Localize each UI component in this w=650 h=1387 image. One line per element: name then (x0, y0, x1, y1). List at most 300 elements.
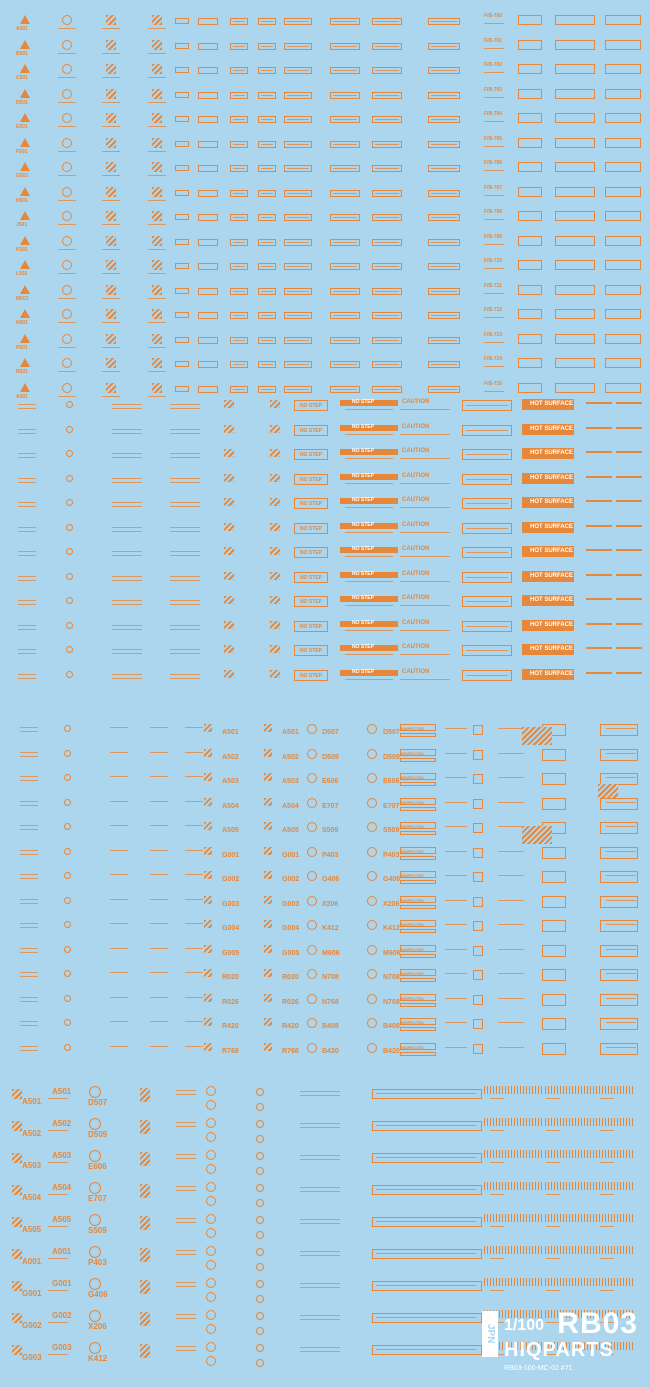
bracket-label (600, 749, 638, 761)
id-label: F/B-713 (484, 331, 503, 338)
bracket-label (542, 1018, 566, 1030)
code-label: G002 (282, 876, 300, 883)
circle-marker (256, 1344, 264, 1352)
mini-text (375, 315, 399, 316)
hatch-square (264, 1018, 272, 1026)
inspected-box: INSPECTED (400, 945, 436, 952)
mini-text (150, 801, 168, 802)
label-box (198, 141, 218, 148)
mini-text (185, 1021, 203, 1022)
code-label: G001 (52, 1279, 72, 1288)
mini-text (376, 1221, 476, 1222)
mini-text (431, 242, 457, 243)
warning-triangle-icon (20, 260, 30, 269)
code-label: E707 (322, 802, 339, 810)
mini-text (490, 1290, 504, 1291)
id-label: F/B-708 (484, 209, 503, 215)
mini-text (176, 1122, 196, 1123)
circle-marker (89, 1182, 101, 1194)
code-label: P501 (16, 344, 28, 351)
label-box (175, 288, 189, 294)
mini-text (375, 144, 399, 145)
bracket-label (473, 774, 483, 784)
stripe-bar (616, 427, 642, 429)
mini-text (300, 1351, 340, 1352)
hatch-square (264, 994, 272, 1002)
circle-marker (256, 1295, 264, 1303)
panel-label (605, 113, 641, 123)
mini-text (148, 77, 166, 78)
panel-label (605, 260, 641, 270)
circle-marker (64, 823, 71, 830)
mini-text (300, 1159, 340, 1160)
hatch-square (12, 1345, 22, 1355)
circle-marker (367, 945, 377, 955)
mini-text (233, 70, 245, 71)
mini-text (261, 291, 273, 292)
mini-text (20, 850, 38, 851)
code-label: M606 (322, 949, 340, 957)
mini-text (102, 273, 120, 274)
panel-label (605, 138, 641, 148)
mini-text (431, 70, 457, 71)
code-label: J501 (16, 222, 28, 228)
circle-marker (89, 1310, 101, 1322)
panel-label (555, 236, 595, 246)
mini-text (58, 249, 76, 250)
mini-text (185, 972, 203, 973)
hatch-square (106, 260, 116, 270)
mini-text (18, 453, 36, 454)
label-box (175, 386, 189, 392)
mini-text (170, 600, 200, 601)
hot-surface-text: HOT SURFACE (530, 548, 574, 554)
mini-text (148, 53, 166, 54)
mini-text (484, 244, 504, 245)
inspected-box (400, 954, 436, 958)
hatch-square (152, 383, 162, 393)
mini-text (20, 899, 38, 900)
inspected-box (400, 929, 436, 933)
hatch-square (12, 1121, 22, 1131)
inspected-box (400, 831, 436, 835)
diamond-marker (62, 162, 72, 172)
mini-text (176, 1218, 196, 1219)
circle-marker (206, 1196, 216, 1206)
stripe-bar (586, 402, 612, 404)
id-label: F/B-707 (484, 184, 503, 191)
mini-text (466, 430, 508, 431)
mini-text (102, 77, 120, 78)
circle-marker (256, 1152, 264, 1160)
x-mark (224, 425, 234, 433)
mini-text (148, 175, 166, 176)
mini-text (148, 102, 166, 103)
mini-text (58, 102, 76, 103)
label-box (175, 67, 189, 73)
x-mark (224, 498, 234, 506)
code-label: N501 (16, 320, 28, 326)
hatch-square (264, 896, 272, 904)
circle-marker (206, 1132, 216, 1142)
circle-marker (89, 1150, 101, 1162)
diamond-marker (62, 358, 72, 368)
diamond-marker (62, 260, 72, 270)
stripe-bar (586, 476, 612, 478)
stripe-bar (586, 672, 612, 674)
inspected-box (400, 758, 436, 762)
hot-surface-text: HOT SURFACE (530, 621, 574, 628)
code-label: D501 (16, 99, 28, 106)
panel-label (555, 309, 595, 319)
mini-text (58, 273, 76, 274)
stripe-bar (616, 672, 642, 674)
mini-text (261, 217, 273, 218)
mini-text (110, 874, 128, 875)
hatch-square (140, 1312, 150, 1326)
mini-text (345, 532, 393, 533)
stripe-bar (586, 427, 612, 429)
code-label: K412 (322, 925, 339, 932)
mini-text (176, 1250, 196, 1251)
circle-marker (89, 1086, 101, 1098)
mini-text (445, 998, 467, 999)
mini-text (498, 753, 524, 754)
hatch-square (152, 260, 162, 270)
mini-text (261, 364, 273, 365)
inspected-box (400, 733, 436, 737)
mini-text (333, 95, 357, 96)
mini-text (102, 151, 120, 152)
mini-text (112, 629, 142, 630)
mini-text (333, 193, 357, 194)
mini-text (18, 576, 36, 577)
mini-text (287, 242, 309, 243)
mini-text (170, 453, 200, 454)
label-box (175, 165, 189, 171)
mini-text (400, 556, 450, 557)
mini-text (20, 756, 38, 757)
code-label: G003 (282, 900, 300, 908)
x-mark (270, 547, 280, 555)
mini-text (112, 555, 142, 556)
caution-text: CAUTION (402, 448, 430, 454)
x-mark (270, 400, 280, 408)
hatch-square (12, 1185, 22, 1195)
mini-text (600, 1290, 614, 1291)
mini-text (345, 654, 393, 655)
circle-marker (256, 1216, 264, 1224)
hatch-square (152, 211, 162, 221)
mini-text (287, 315, 309, 316)
code-label: A502 (22, 1129, 42, 1138)
mini-text (150, 727, 168, 728)
mini-text (58, 371, 76, 372)
mini-text (445, 851, 467, 852)
warning-triangle-icon (20, 358, 30, 367)
hatch-block (598, 784, 618, 798)
hatch-square (204, 724, 212, 732)
diamond-marker (62, 89, 72, 99)
barcode (484, 1118, 544, 1126)
mini-text (431, 168, 457, 169)
inspected-box (400, 1052, 436, 1056)
code-label: A001 (22, 1257, 42, 1266)
label-box (175, 312, 189, 318)
code-label: A505 (222, 827, 239, 834)
mini-text (20, 903, 38, 904)
mini-text (484, 170, 504, 171)
mini-text (170, 482, 200, 483)
hatch-square (204, 920, 212, 928)
code-label: F501 (16, 148, 28, 155)
code-label: A501 (16, 393, 28, 400)
mini-text (170, 674, 200, 675)
inspected-box (400, 807, 436, 811)
no-step-text: NO STEP (352, 668, 374, 675)
diamond-marker (62, 334, 72, 344)
bracket-label (542, 749, 566, 761)
code-label: E707 (88, 1194, 107, 1203)
diamond-marker (62, 285, 72, 295)
code-label: G406 (383, 876, 401, 883)
label-box (198, 214, 218, 221)
mini-text (287, 340, 309, 341)
code-label: A001 (52, 1247, 72, 1256)
hatch-square (204, 847, 212, 855)
x-mark (270, 621, 280, 629)
hatch-square (12, 1217, 22, 1227)
circle-marker (256, 1199, 264, 1207)
caution-text: CAUTION (402, 570, 430, 577)
no-step-text: NO STEP (352, 497, 374, 503)
no-step-text: NO STEP (352, 448, 374, 454)
circle-marker (367, 822, 377, 832)
code-label: A501 (282, 729, 299, 736)
mini-text (112, 551, 142, 552)
label-box (175, 190, 189, 196)
mini-text (333, 291, 357, 292)
circle-marker (367, 1043, 377, 1053)
bracket-label (473, 1044, 483, 1054)
mini-text (233, 340, 245, 341)
circle-marker (256, 1231, 264, 1239)
mini-text (333, 315, 357, 316)
mini-text (375, 168, 399, 169)
label-box (198, 312, 218, 319)
bracket-label (372, 1249, 482, 1259)
mini-text (287, 144, 309, 145)
caution-text: CAUTION (402, 399, 430, 405)
bracket-label (473, 725, 483, 735)
bracket-label (600, 822, 638, 834)
hatch-square (264, 920, 272, 928)
circle-marker (307, 773, 317, 783)
mini-text (112, 674, 142, 675)
mini-text (233, 217, 245, 218)
bracket-label (542, 871, 566, 883)
hatch-square (264, 969, 272, 977)
mini-text (445, 924, 467, 925)
mini-text (300, 1095, 340, 1096)
mini-text (110, 801, 128, 802)
label-box (175, 361, 189, 367)
mini-text (445, 973, 467, 974)
hatch-square (106, 187, 116, 197)
mini-text (170, 502, 200, 503)
hot-surface-text: HOT SURFACE (530, 670, 574, 677)
mini-text (185, 752, 203, 753)
mini-text (185, 923, 203, 924)
circle-marker (64, 774, 71, 781)
id-box (518, 309, 542, 319)
stripe-bar (616, 647, 642, 649)
no-step-box: NO STEP (294, 449, 328, 460)
mini-text (333, 266, 357, 267)
code-label: R026 (222, 998, 239, 1006)
mini-text (148, 151, 166, 152)
mini-text (58, 347, 76, 348)
hot-surface-text: HOT SURFACE (530, 474, 574, 481)
mini-text (466, 577, 508, 578)
circle-marker (256, 1088, 264, 1096)
mini-text (233, 95, 245, 96)
code-label: R420 (282, 1023, 299, 1030)
no-step-text: NO STEP (352, 644, 374, 650)
hatch-square (152, 15, 162, 25)
code-label: A502 (282, 753, 299, 761)
mini-text (287, 364, 309, 365)
mini-text (110, 997, 128, 998)
mini-text (170, 580, 200, 581)
mini-text (58, 322, 76, 323)
no-step-box: NO STEP (294, 547, 328, 558)
inspected-box: INSPECTED (400, 822, 436, 829)
circle-marker (367, 969, 377, 979)
id-box (518, 211, 542, 221)
warning-triangle-icon (20, 383, 30, 392)
code-label: A503 (52, 1151, 72, 1160)
mini-text (110, 776, 128, 777)
circle-marker (206, 1182, 216, 1192)
code-label: N708 (322, 974, 339, 981)
circle-marker (307, 969, 317, 979)
hatch-square (204, 945, 212, 953)
id-box (518, 285, 542, 295)
warning-triangle-icon (20, 15, 30, 24)
mini-text (233, 46, 245, 47)
circle-marker (367, 724, 377, 734)
mini-text (261, 389, 273, 390)
label-box (198, 43, 218, 50)
id-label: F/B-701 (484, 37, 503, 44)
circle-marker (206, 1324, 216, 1334)
mini-text (287, 193, 309, 194)
mini-text (498, 1047, 524, 1048)
panel-label (605, 64, 641, 74)
code-label: S509 (88, 1226, 107, 1235)
mini-text (20, 976, 38, 977)
circle-marker (66, 499, 73, 506)
code-label: B408 (383, 1023, 400, 1030)
mini-text (102, 126, 120, 127)
mini-text (102, 347, 120, 348)
label-box (198, 18, 218, 25)
mini-text (112, 482, 142, 483)
mini-text (150, 997, 168, 998)
x-mark (224, 621, 234, 629)
code-label: N708 (383, 974, 400, 981)
mini-text (300, 1191, 340, 1192)
mini-text (102, 322, 120, 323)
mini-text (110, 923, 128, 924)
circle-marker (66, 401, 73, 408)
mini-text (431, 389, 457, 390)
code-label: M606 (383, 949, 401, 957)
circle-marker (64, 750, 71, 757)
mini-text (484, 121, 504, 122)
mini-text (110, 752, 128, 753)
mini-text (110, 850, 128, 851)
mini-text (466, 650, 508, 651)
code-label: P403 (383, 851, 400, 859)
panel-label (555, 113, 595, 123)
stripe-bar (616, 574, 642, 576)
mini-text (48, 1322, 68, 1323)
mini-text (18, 678, 36, 679)
circle-marker (206, 1228, 216, 1238)
code-label: E501 (16, 124, 28, 130)
mini-text (102, 53, 120, 54)
hatch-square (106, 15, 116, 25)
panel-label (605, 40, 641, 50)
mini-text (431, 95, 457, 96)
mini-text (20, 776, 38, 777)
mini-text (375, 46, 399, 47)
hatch-square (106, 211, 116, 221)
mini-text (18, 502, 36, 503)
bracket-label (600, 724, 638, 736)
hatch-square (140, 1120, 150, 1134)
hatch-square (204, 1043, 212, 1051)
circle-marker (256, 1248, 264, 1256)
mini-text (546, 1290, 560, 1291)
mini-text (333, 119, 357, 120)
mini-text (498, 875, 524, 876)
mini-text (431, 291, 457, 292)
hot-surface-text: HOT SURFACE (530, 450, 574, 456)
mini-text (600, 1098, 614, 1099)
mini-text (185, 801, 203, 802)
circle-marker (206, 1164, 216, 1174)
hatch-square (204, 749, 212, 757)
mini-text (170, 531, 200, 532)
hot-surface-text: HOT SURFACE (530, 425, 574, 432)
hatch-square (106, 138, 116, 148)
circle-marker (66, 597, 73, 604)
mini-text (375, 21, 399, 22)
mini-text (300, 1123, 340, 1124)
mini-text (287, 389, 309, 390)
mini-text (445, 900, 467, 901)
mini-text (170, 408, 200, 409)
mini-text (176, 1282, 196, 1283)
diamond-marker (62, 187, 72, 197)
mini-text (150, 850, 168, 851)
mini-text (48, 1130, 68, 1131)
code-label: R768 (282, 1047, 299, 1055)
circle-marker (89, 1278, 101, 1290)
